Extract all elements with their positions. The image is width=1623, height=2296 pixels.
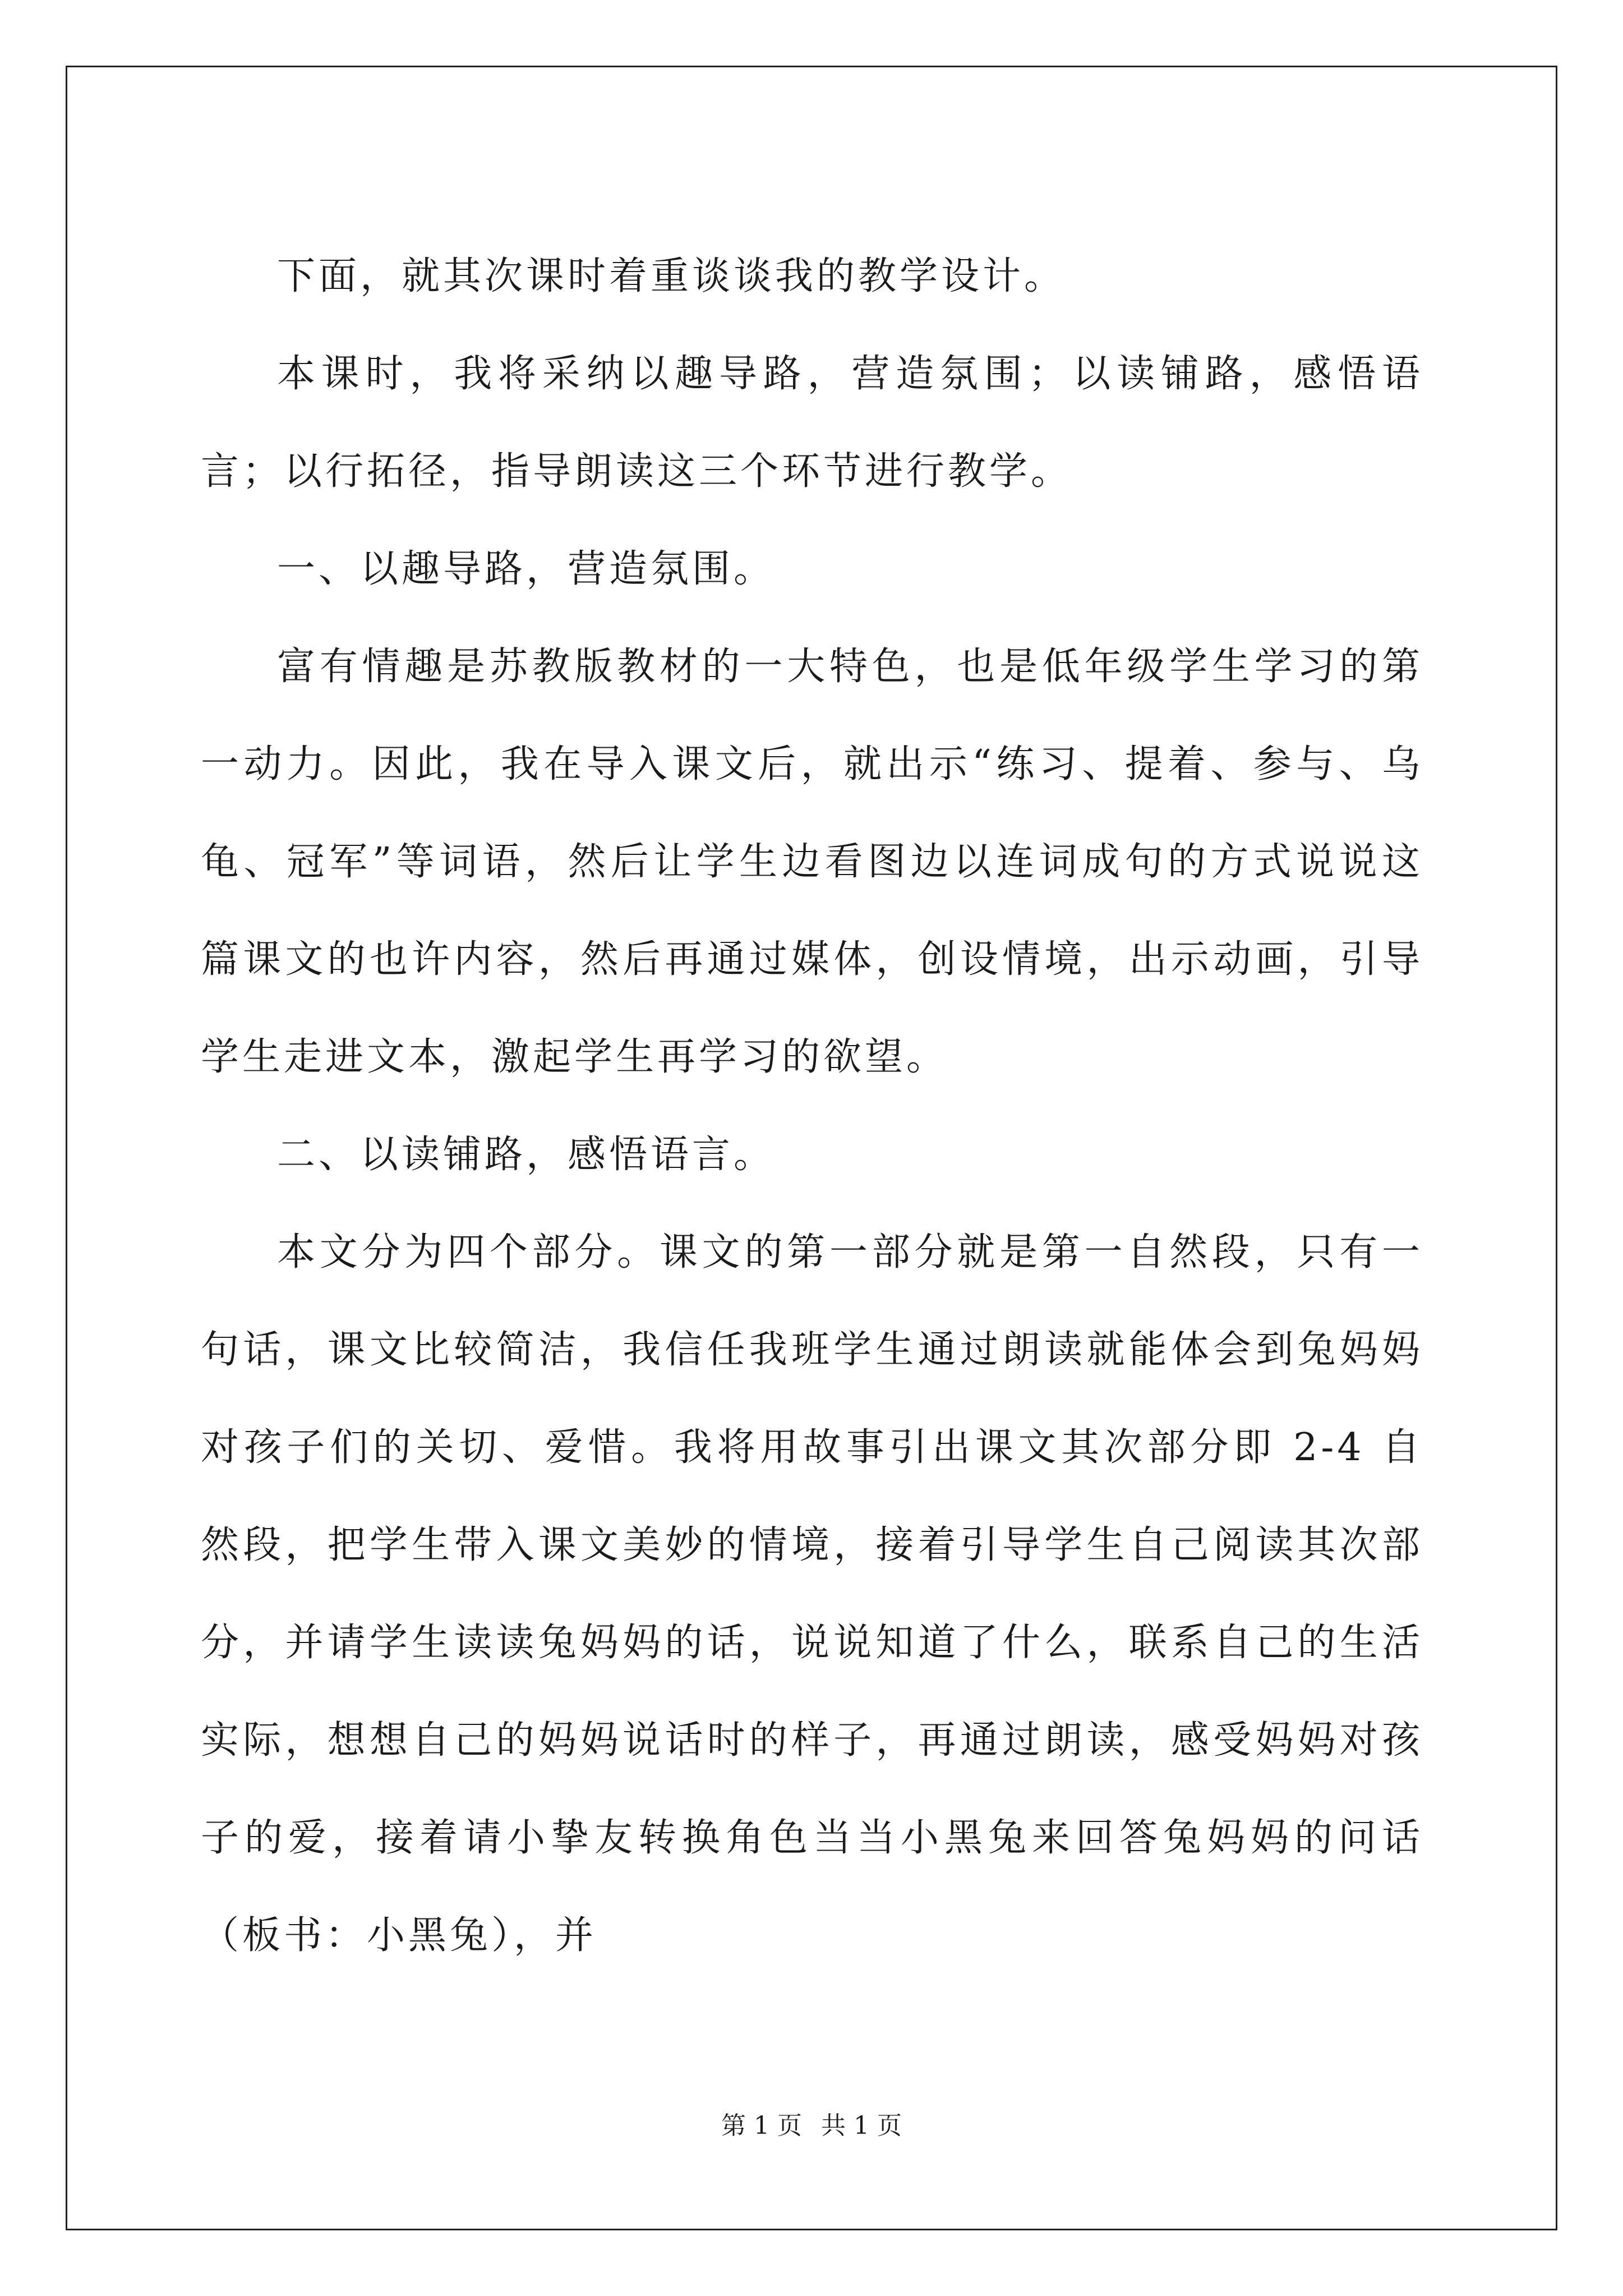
page-number-current: 第 1 页 [721,2111,802,2140]
paragraph-section-2: 本文分为四个部分。课文的第一部分就是第一自然段，只有一句话，课文比较简洁，我信任我班学生通过朗读就能体会到兔妈妈对孩子们的关切、爱惜。我将用故事引出课文其次部分即 2-4 自然段，把学生带入课文美妙的情境，接着引导学生自己阅读其次部分，并请学生读读兔妈妈的话，说说知道了什么，联系自己的生活实际，想想自己的妈妈说话时的样子，再通过朗读，感受妈妈对孩子的爱，接着请小挚友转换角色当当小黑兔来回答兔妈妈的问话（板书：小黑兔），并 [201,1230,1423,1958]
paragraph-intro: 下面，就其次课时着重谈谈我的教学设计。 [277,254,1066,298]
section-heading-1: 一、以趣导路，营造氛围。 [277,547,776,591]
section-heading-2: 二、以读铺路，感悟语言。 [277,1133,776,1177]
paragraph-overview: 本课时，我将采纳以趣导路，营造氛围；以读铺路，感悟语言；以行拓径，指导朗读这三个环节进行教学。 [201,352,1423,494]
document-body [201,228,1423,1985]
page-number-total: 共 1 页 [821,2111,902,2140]
page-footer [0,2109,1623,2143]
paragraph-section-1: 富有情趣是苏教版教材的一大特色，也是低年级学生学习的第一动力。因此，我在导入课文后，就出示“练习、提着、参与、乌龟、冠军”等词语，然后让学生边看图边以连词成句的方式说说这篇课文的也许内容，然后再通过媒体，创设情境，出示动画，引导学生走进文本，激起学生再学习的欲望。 [201,645,1424,1079]
